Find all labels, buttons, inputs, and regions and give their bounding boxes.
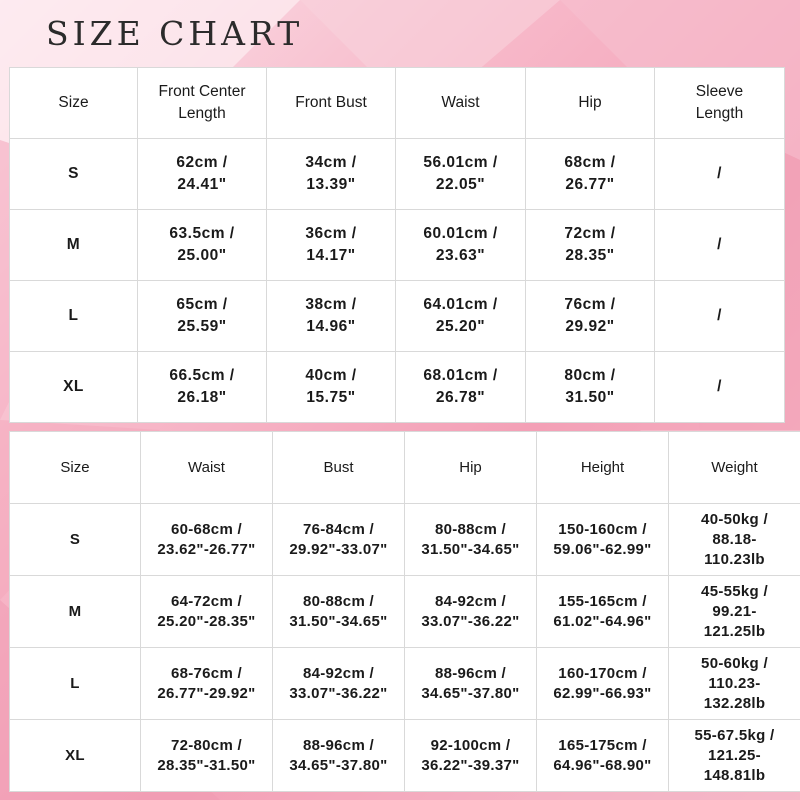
table-row <box>10 648 800 720</box>
table-cell: 76cm / 29.92" <box>526 281 655 352</box>
header-weight: Weight <box>669 432 800 504</box>
table-cell: 92-100cm / 36.22"-39.37" <box>405 720 537 792</box>
table-cell: 50-60kg / 110.23- 132.28lb <box>669 648 800 720</box>
table-cell: 64-72cm / 25.20"-28.35" <box>141 576 273 648</box>
table-cell: 62cm / 24.41" <box>138 139 267 210</box>
header-size: Size <box>10 432 141 504</box>
size-cell: L <box>10 281 138 352</box>
size-cell: XL <box>10 720 141 792</box>
size-cell: M <box>10 210 138 281</box>
table-row <box>10 576 800 648</box>
table-cell: 40cm / 15.75" <box>267 352 396 423</box>
header-hip: Hip <box>526 68 655 139</box>
table-cell: 76-84cm / 29.92"-33.07" <box>273 504 405 576</box>
table-cell: 66.5cm / 26.18" <box>138 352 267 423</box>
table-cell: 84-92cm / 33.07"-36.22" <box>405 576 537 648</box>
table-cell: 68cm / 26.77" <box>526 139 655 210</box>
table-cell: 68.01cm / 26.78" <box>396 352 526 423</box>
table-cell: 72-80cm / 28.35"-31.50" <box>141 720 273 792</box>
table-cell: 64.01cm / 25.20" <box>396 281 526 352</box>
table-row <box>10 139 785 210</box>
table-row <box>10 281 785 352</box>
table-cell: / <box>655 352 785 423</box>
table-cell: 155-165cm / 61.02"-64.96" <box>537 576 669 648</box>
size-cell: L <box>10 648 141 720</box>
header-waist: Waist <box>396 68 526 139</box>
size-cell: S <box>10 504 141 576</box>
table-cell: 63.5cm / 25.00" <box>138 210 267 281</box>
size-cell: XL <box>10 352 138 423</box>
table-cell: 40-50kg / 88.18- 110.23lb <box>669 504 800 576</box>
header-hip: Hip <box>405 432 537 504</box>
table-cell: 88-96cm / 34.65"-37.80" <box>405 648 537 720</box>
size-cell: S <box>10 139 138 210</box>
header-sleeve-length: Sleeve Length <box>655 68 785 139</box>
header-waist: Waist <box>141 432 273 504</box>
table-row <box>10 504 800 576</box>
garment-size-table <box>9 67 785 423</box>
table-cell: 56.01cm / 22.05" <box>396 139 526 210</box>
table-cell: 45-55kg / 99.21- 121.25lb <box>669 576 800 648</box>
body-size-table <box>9 431 800 792</box>
table-header-row <box>10 432 800 504</box>
table-header-row <box>10 68 785 139</box>
table-cell: 60.01cm / 23.63" <box>396 210 526 281</box>
size-cell: M <box>10 576 141 648</box>
header-front-center-length: Front Center Length <box>138 68 267 139</box>
table-cell: 150-160cm / 59.06"-62.99" <box>537 504 669 576</box>
table-cell: 84-92cm / 33.07"-36.22" <box>273 648 405 720</box>
table-cell: 65cm / 25.59" <box>138 281 267 352</box>
table-cell: 60-68cm / 23.62"-26.77" <box>141 504 273 576</box>
table-cell: 165-175cm / 64.96"-68.90" <box>537 720 669 792</box>
table-row <box>10 352 785 423</box>
table-cell: 68-76cm / 26.77"-29.92" <box>141 648 273 720</box>
table-cell: / <box>655 210 785 281</box>
header-front-bust: Front Bust <box>267 68 396 139</box>
page-title: SIZE CHART <box>46 14 304 53</box>
table-cell: 34cm / 13.39" <box>267 139 396 210</box>
table-cell: 80-88cm / 31.50"-34.65" <box>273 576 405 648</box>
header-height: Height <box>537 432 669 504</box>
table-cell: 88-96cm / 34.65"-37.80" <box>273 720 405 792</box>
table-cell: 72cm / 28.35" <box>526 210 655 281</box>
table-cell: 55-67.5kg / 121.25- 148.81lb <box>669 720 800 792</box>
table-row <box>10 720 800 792</box>
table-cell: 160-170cm / 62.99"-66.93" <box>537 648 669 720</box>
table-cell: 38cm / 14.96" <box>267 281 396 352</box>
table-cell: 80-88cm / 31.50"-34.65" <box>405 504 537 576</box>
table-row <box>10 210 785 281</box>
table-cell: / <box>655 281 785 352</box>
table-cell: 80cm / 31.50" <box>526 352 655 423</box>
table-cell: 36cm / 14.17" <box>267 210 396 281</box>
header-size: Size <box>10 68 138 139</box>
header-bust: Bust <box>273 432 405 504</box>
table-cell: / <box>655 139 785 210</box>
